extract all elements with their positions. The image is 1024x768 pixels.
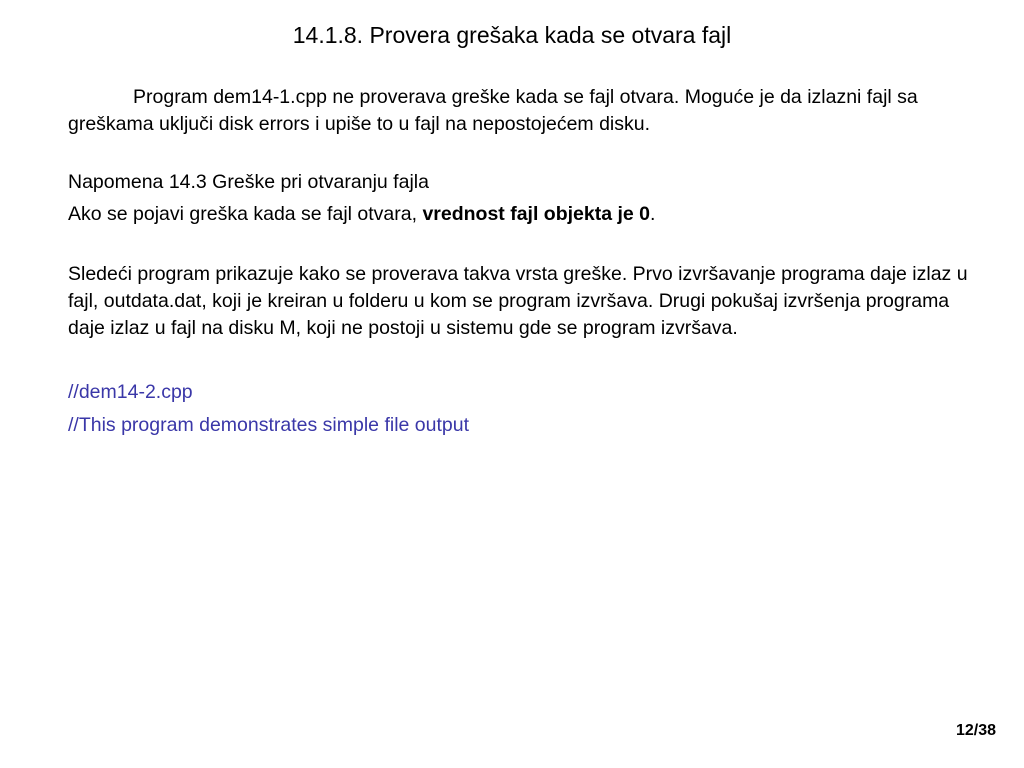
slide-content <box>68 84 968 439</box>
code-comment-description: //This program demonstrates simple file output <box>68 414 470 436</box>
note-text: Ako se pojavi greška kada se fajl otvara, <box>68 203 423 225</box>
note-heading: Napomena 14.3 Greške pri otvaranju fajla <box>68 171 429 193</box>
description-paragraph: Sledeći program prikazuje kako se proverava takva vrsta greške. Prvo izvršavanje programa daje izlaz u fajl, outdata.dat, koji je kreiran u folderu u kom se program izvršava. Drugi pokušaj izvršenja programa daje izlaz u fajl na disku M, koji ne postoji u sistemu gde se program izvršava. <box>68 263 968 339</box>
intro-paragraph: Program dem14-1.cpp ne proverava greške kada se fajl otvara. Moguće je da izlazni fajl sa greškama uključi disk errors i upiše to u fajl na nepostojećem disku. <box>68 86 918 135</box>
code-comment-filename: //dem14-2.cpp <box>68 381 193 403</box>
note-bold-text: vrednost fajl objekta je 0 <box>422 203 651 225</box>
note-text-end: . <box>650 203 656 225</box>
page-counter: 12/38 <box>955 722 996 739</box>
slide-title: 14.1.8. Provera grešaka kada se otvara fajl <box>292 22 732 48</box>
note-body <box>68 201 968 228</box>
